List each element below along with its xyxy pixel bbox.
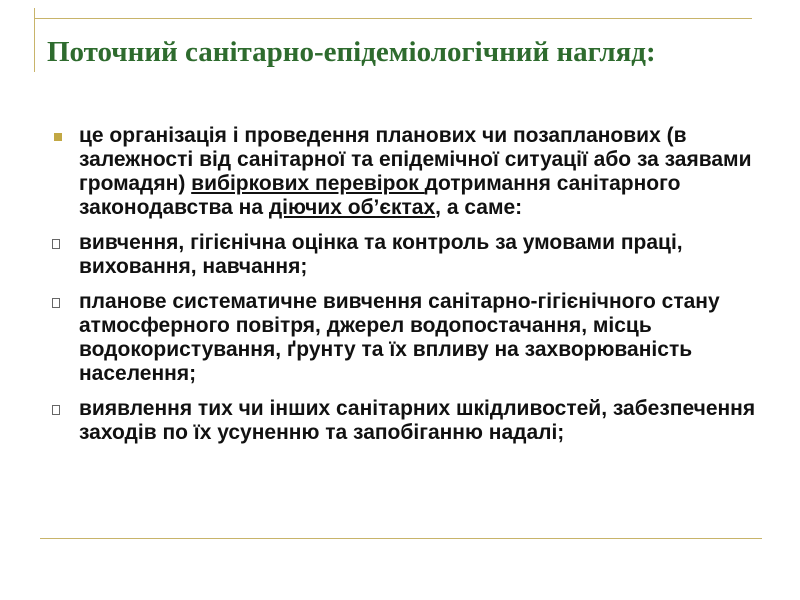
missing-glyph-bullet-icon [52, 405, 60, 415]
bullet-text-part: це організація і проведення планових чи позапланових (в залежності від санітарної та епідемічної ситуації або за заявами громадян) [79, 124, 752, 195]
bullet-text: вивчення, гігієнічна оцінка та контроль за умовами праці, виховання, навчання; [79, 231, 683, 278]
underlined-text-operating-objects: діючих об’єктах [268, 196, 436, 219]
bullet-text: планове систематичне вивчення санітарно-гігієнічного стану атмосферного повітря, джерел водопостачання, місць водокористування, ґрунту та їх впливу на захворюваність населення; [79, 290, 720, 385]
bullet-list [50, 124, 780, 445]
bullet-item-hazard-detection [50, 397, 780, 445]
underlined-text-selective-inspections: вибіркових перевірок [191, 172, 425, 195]
missing-glyph-bullet-icon [52, 298, 60, 308]
bullet-text-part: дотримання санітарного законодавства на [79, 172, 681, 219]
bullet-item-definition [50, 124, 780, 220]
top-decorative-line [34, 18, 752, 19]
square-bullet-icon [54, 133, 62, 141]
bullet-text: виявлення тих чи інших санітарних шкідливостей, забезпечення заходів по їх усуненню та запобіганню надалі; [79, 397, 756, 444]
bullet-item-environment-study [50, 290, 780, 386]
missing-glyph-bullet-icon [52, 239, 60, 249]
bottom-decorative-line [40, 538, 762, 539]
bullet-text-part: , а саме: [435, 196, 523, 219]
slide-content [50, 124, 780, 456]
bullet-item-working-conditions [50, 231, 780, 279]
left-decorative-line [34, 8, 35, 72]
slide-title: Поточний санітарно-епідеміологічний нагляд: [47, 36, 656, 68]
